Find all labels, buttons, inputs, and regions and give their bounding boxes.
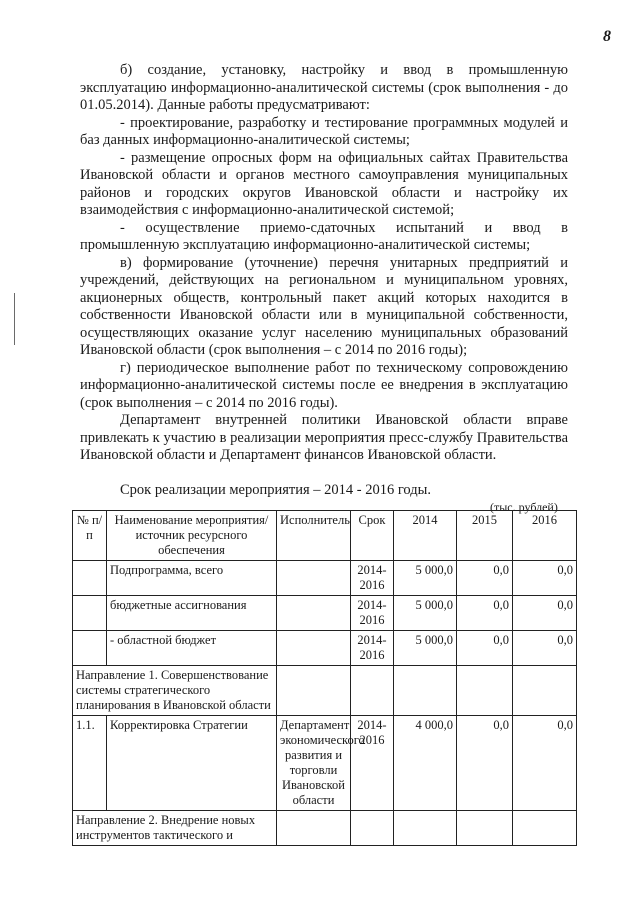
cell-num: 1.1. [73,716,107,811]
paragraph-v: в) формирование (уточнение) перечня унитарных предприятий и учреждений, действующих на региональном и муниципальном уровнях, акционерных обществ, контрольный пакет акций которых находится в собственности Ивановской области или в муниципальной собственности, осуществляющих оказание услуг населению муниципальных образований Ивановской области (срок выполнения – с 2014 по 2016 годы); [80,254,568,358]
cell-term: 2014-2016 [351,716,394,811]
cell-term: 2014-2016 [351,631,394,666]
header-name: Наименование мероприятия/ источник ресурсного обеспечения [107,511,277,561]
header-num: № п/п [73,511,107,561]
cell-direction: Направление 1. Совершенствование системы стратегического планирования в Ивановской области [73,666,277,716]
cell-2014: 4 000,0 [394,716,457,811]
cell-2016: 0,0 [513,596,577,631]
bullet-forms: - размещение опросных форм на официальных сайтах Правительства Ивановской области и органов местного самоуправления муниципальных районов и городских округов Ивановской области и настройку их взаимодействия с информационно-аналитической системой; [80,149,568,218]
implementation-term: Срок реализации мероприятия – 2014 - 2016 годы. [120,482,432,498]
cell-term [351,666,394,716]
paragraph-department: Департамент внутренней политики Ивановской области вправе привлекать к участию в реализации мероприятия пресс-службу Правительства Ивановской области и Департамент финансов Ивановской области. [80,412,568,463]
paragraph-g: г) периодическое выполнение работ по техническому сопровождению информационно-аналитической системы после ее внедрения в эксплуатацию (срок выполнения – с 2014 по 2016 годы). [80,359,568,411]
cell-2016 [513,811,577,846]
cell-name: - областной бюджет [107,631,277,666]
table-row [73,596,577,631]
header-2016: 2016 [513,511,577,561]
cell-2016: 0,0 [513,631,577,666]
cell-num [73,631,107,666]
table-row [73,666,577,716]
cell-2014 [394,666,457,716]
cell-executor [277,811,351,846]
cell-2016 [513,666,577,716]
cell-num [73,561,107,596]
cell-2014: 5 000,0 [394,631,457,666]
cell-2015: 0,0 [457,716,513,811]
scan-margin-line [14,293,15,345]
cell-2016: 0,0 [513,561,577,596]
cell-executor [277,631,351,666]
cell-2015 [457,811,513,846]
body-text [80,62,568,465]
budget-table [72,510,577,846]
cell-name: Подпрограмма, всего [107,561,277,596]
bullet-acceptance: - осуществление приемо-сдаточных испытаний и ввод в промышленную эксплуатацию информационно-аналитической системы; [80,219,568,253]
cell-name: Корректировка Стратегии [107,716,277,811]
table-row [73,631,577,666]
bullet-design: - проектирование, разработку и тестирование программных модулей и баз данных информационно-аналитической системы; [80,114,568,148]
cell-2014 [394,811,457,846]
cell-2014: 5 000,0 [394,561,457,596]
cell-direction: Направление 2. Внедрение новых инструментов тактического и [73,811,277,846]
table-row [73,811,577,846]
cell-2015: 0,0 [457,596,513,631]
table-row [73,716,577,811]
page-number: 8 [603,28,611,45]
header-2014: 2014 [394,511,457,561]
units-label: (тыс. рублей) [490,500,558,514]
header-2015: 2015 [457,511,513,561]
header-term: Срок [351,511,394,561]
table-header-row [73,511,577,561]
cell-executor: Департамент экономического развития и торговли Ивановской области [277,716,351,811]
cell-2014: 5 000,0 [394,596,457,631]
cell-executor [277,666,351,716]
cell-num [73,596,107,631]
cell-2015: 0,0 [457,631,513,666]
cell-executor [277,596,351,631]
cell-2015: 0,0 [457,561,513,596]
cell-name: бюджетные ассигнования [107,596,277,631]
cell-term [351,811,394,846]
cell-term: 2014-2016 [351,561,394,596]
paragraph-b: б) создание, установку, настройку и ввод в промышленную эксплуатацию информационно-аналитической системы (срок выполнения - до 01.05.2014). Данные работы предусматривают: [80,62,568,113]
header-executor: Исполнитель [277,511,351,561]
cell-2016: 0,0 [513,716,577,811]
cell-executor [277,561,351,596]
cell-2015 [457,666,513,716]
cell-term: 2014-2016 [351,596,394,631]
table-row [73,561,577,596]
